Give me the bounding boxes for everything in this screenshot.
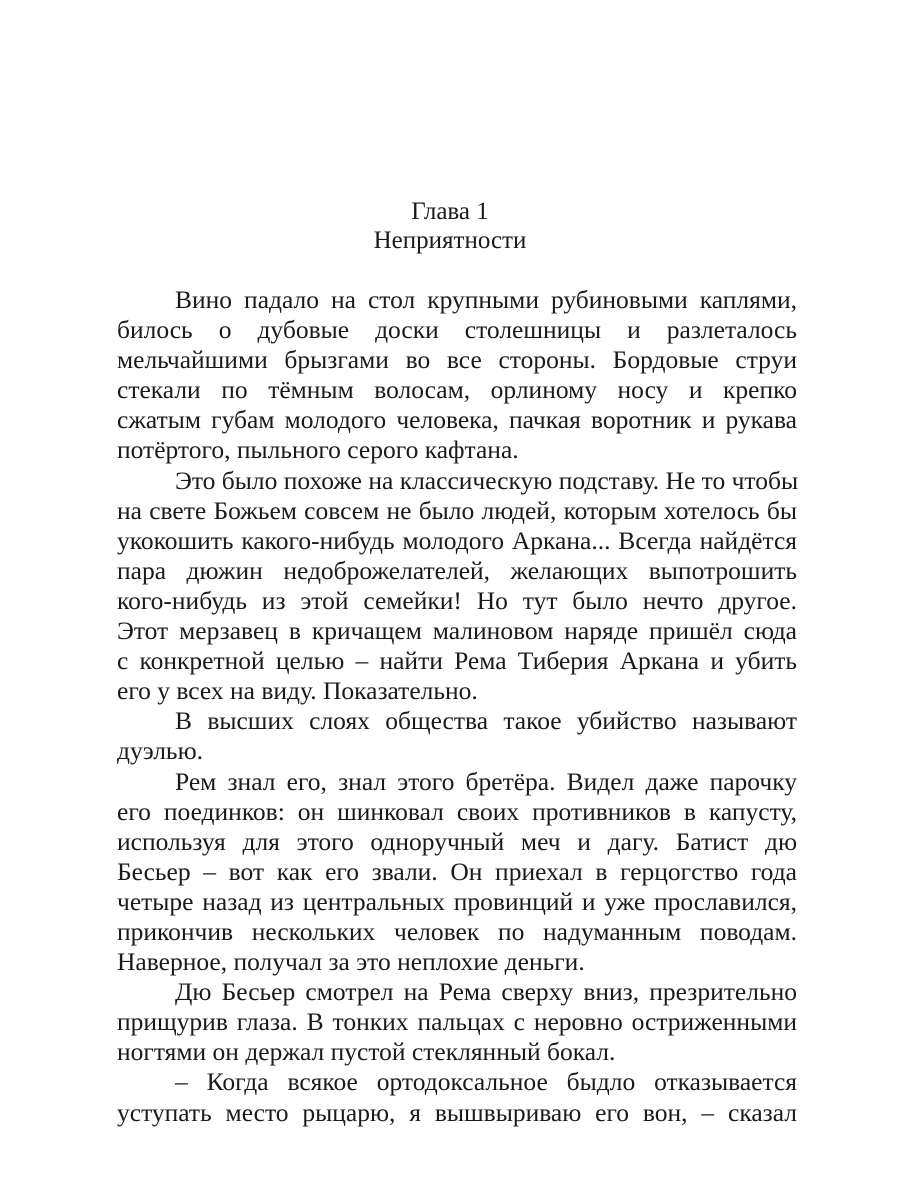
text-line: Это было похоже на классическую подставу. Не то чтобы bbox=[175, 465, 799, 495]
text-line: Дю Бесьер смотрел на Рема сверху вниз, презрительно bbox=[175, 977, 797, 1007]
text-line: кого-нибудь из этой семейки! Но тут было нечто другое. bbox=[117, 585, 797, 615]
text-line: потёртого, пыльного серого кафтана. bbox=[117, 435, 519, 465]
text-line: Вино падало на стол крупными рубиновыми каплями, bbox=[175, 285, 797, 314]
text-line: пара дюжин недоброжелателей, желающих выпотрошить bbox=[117, 555, 797, 585]
text-line: уступать место рыцарю, я вышвыриваю его вон, – сказал bbox=[117, 1097, 797, 1127]
text-line: используя для этого одноручный меч и дагу. Батист дю bbox=[117, 826, 797, 856]
text-line: на свете Божьем совсем не было людей, которым хотелось бы bbox=[117, 495, 797, 525]
chapter-number: Глава 1 bbox=[411, 198, 489, 225]
text-line: с конкретной целью – найти Рема Тиберия Аркана и убить bbox=[117, 646, 797, 676]
text-line: прищурив глаза. В тонких пальцах с неровно остриженными bbox=[117, 1007, 797, 1037]
text-line: В высших слоях общества такое убийство называют bbox=[175, 706, 797, 736]
text-line: четыре назад из центральных провинций и уже прославился, bbox=[117, 886, 797, 916]
text-line: укокошить какого-нибудь молодого Аркана... Всегда найдётся bbox=[117, 525, 797, 555]
text-line: ногтями он держал пустой стеклянный бокал. bbox=[117, 1037, 616, 1067]
text-line: – Когда всякое ортодоксальное быдло отказывается bbox=[175, 1067, 797, 1097]
chapter-body-text bbox=[117, 285, 797, 1128]
text-line: Бесьер – вот как его звали. Он приехал в герцогство года bbox=[117, 856, 797, 886]
text-line: Рем знал его, знал этого бретёра. Видел даже парочку bbox=[175, 766, 797, 796]
text-line: прикончив нескольких человек по надуманным поводам. bbox=[117, 916, 797, 946]
text-line: стекали по тёмным волосам, орлиному носу и крепко bbox=[117, 375, 797, 405]
text-line: сжатым губам молодого человека, пачкая воротник и рукава bbox=[117, 405, 797, 435]
text-line: Этот мерзавец в кричащем малиновом наряде пришёл сюда bbox=[117, 616, 797, 646]
chapter-heading bbox=[0, 197, 900, 255]
text-line: дуэлью. bbox=[117, 736, 203, 766]
chapter-title: Неприятности bbox=[373, 227, 527, 254]
text-line: билось о дубовые доски столешницы и разлеталось bbox=[117, 315, 797, 345]
text-line: мельчайшими брызгами во все стороны. Бордовые струи bbox=[117, 345, 797, 375]
text-line: его у всех на виду. Показательно. bbox=[117, 676, 478, 706]
text-line: его поединков: он шинковал своих противников в капусту, bbox=[117, 796, 797, 826]
text-line: Наверное, получал за это неплохие деньги. bbox=[117, 947, 585, 977]
